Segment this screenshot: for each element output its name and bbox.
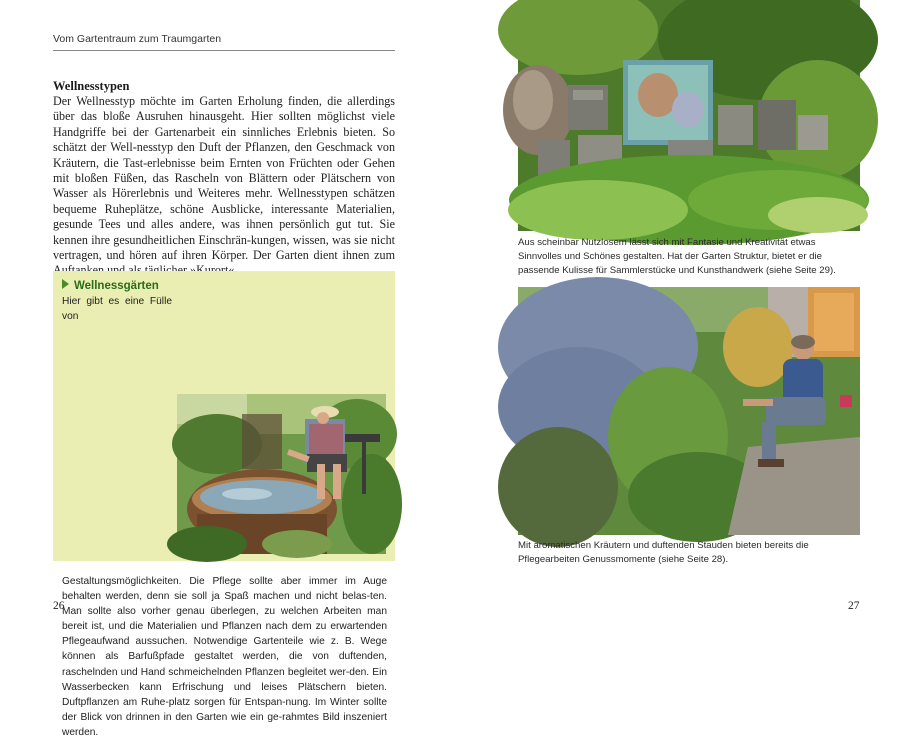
- photo-herb-garden: [518, 287, 860, 535]
- photo-water-basin: [177, 394, 386, 554]
- info-box-text: Hier gibt es eine Fülle von Gestaltungsmöglichkeiten. Die Pflege sollte aber immer im Auge behalten werden, denn sie soll ja Spaß machen und nicht belas-ten. Man sollte also vorher genau überlegen, zu welchen Arbeiten man bereit ist, und die Materialien und Pflanzen nach dem zu erwartenden Pflegeaufwand aussuchen. Notwendige Gartenteile wie z. B. Wege können als Barfußpfade gestaltet werden, die von duftenden, raschelnden und Hand schmeichelnden Pflanzen begleitet wer-den. Ein Wasserbecken kann Erfrischung und leises Plätschern bieten. Duftpflanzen am Ruhe-platz sorgen für Entspan-nung. Im Winter sollte der Blick von drinnen in den Garten wie ein ge-rahmtes Bild inszeniert werden.: [62, 296, 387, 738]
- info-box-heading-text: Wellnessgärten: [74, 280, 159, 292]
- caption-top-photo: Aus scheinbar Nutzlosem lässt sich mit Fantasie und Kreativität etwas Sinnvolles und Schönes gestalten. Hat der Garten Struktur, bietet er die passende Kulisse für Sammlerstücke und Kunsthandwerk (siehe Seite 29).: [518, 237, 836, 277]
- section-heading: Wellnesstypen: [53, 79, 130, 93]
- body-paragraph: Der Wellnesstyp möchte im Garten Erholung finden, die allerdings über das bloße Ausruhen hinausgeht. Hier sollten möglichst viele Handgriffe bei der Gartenarbeit ein sinnliches Erlebnis bieten. So schätzt der Well-nesstyp den Duft der Pflanzen, den Geschmack von Kräutern, die Tast-erlebnisse beim Ernten von Früchten oder Gehen mit bloßen Füßen, das Rascheln von Blättern oder Plätschern von Wasser als Hörerlebnis und Weiteres mehr. Wellnesstypen schätzen bequeme Ruheplätze, schöne Ausblicke, interessante Materialien, gesunde Tees und alles andere, was ihnen persönlich gut tut. Sie kennen ihre gesundheitlichen Einschrän-kungen, wissen, was sie nicht vertragen, und hören auf ihren Körper. Der Garten dient ihnen zum: [53, 94, 395, 263]
- page-number-right: 27: [848, 600, 860, 612]
- triangle-bullet-icon: [62, 279, 69, 289]
- info-box-heading: [62, 279, 159, 292]
- running-head: Vom Gartentraum zum Traumgarten: [53, 33, 395, 51]
- page-number-left: 26: [53, 600, 65, 612]
- caption-bottom-photo: Mit aromatischen Kräutern und duftenden Stauden bieten bereits die Pflegearbeiten Genussmomente (siehe Seite 28).: [518, 540, 809, 566]
- photo-garden-collectibles: [518, 0, 860, 231]
